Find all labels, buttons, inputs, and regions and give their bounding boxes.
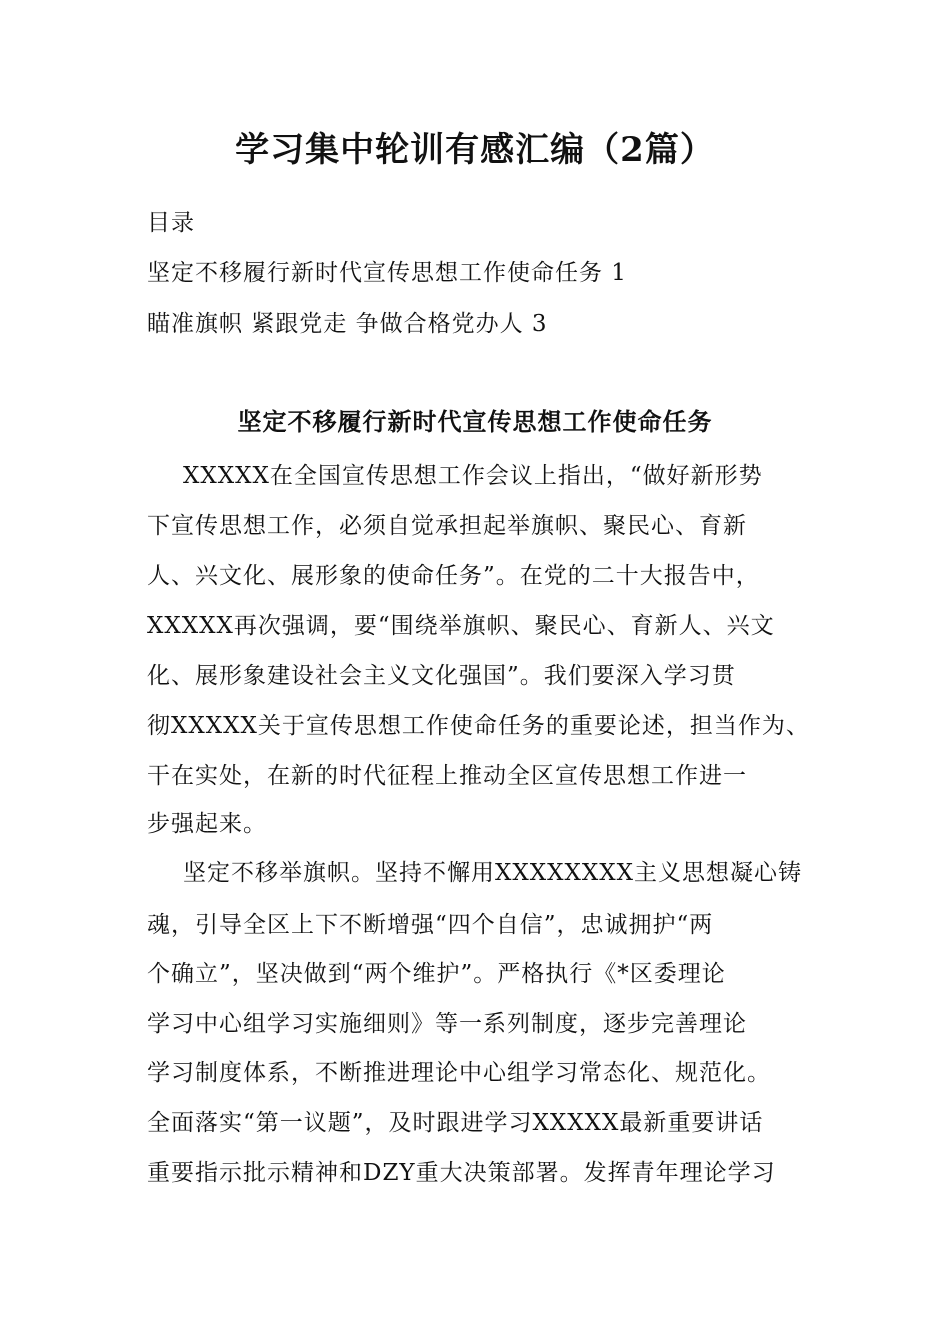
section-title: 坚定不移履行新时代宣传思想工作使命任务 [237,407,713,436]
paragraph-line: 彻XXXXX关于宣传思想工作使命任务的重要论述，担当作为、 [147,713,810,739]
paragraph-line: 化、展形象建设社会主义文化强国”。我们要深入学习贯 [147,663,736,689]
paragraph-line: 干在实处，在新的时代征程上推动全区宣传思想工作进一 [147,763,747,789]
paragraph-line: 重要指示批示精神和DZY重大决策部署。发挥青年理论学习 [147,1160,776,1186]
paragraph-line: 坚定不移举旗帜。坚持不懈用XXXXXXXX主义思想凝心铸 [183,860,802,886]
paragraph-line: XXXXX在全国宣传思想工作会议上指出，“做好新形势 [183,463,763,489]
toc-label: 目录 [147,210,195,236]
paragraph-line: 学习制度体系，不断推进理论中心组学习常态化、规范化。 [147,1060,771,1086]
paragraph-line: 学习中心组学习实施细则》等一系列制度，逐步完善理论 [147,1011,747,1037]
paragraph-line: 全面落实“第一议题”，及时跟进学习XXXXX最新重要讲话 [147,1110,764,1136]
paragraph-line: 人、兴文化、展形象的使命任务”。在党的二十大报告中， [147,563,760,589]
paragraph-line: 步强起来。 [147,811,267,837]
paragraph-line: XXXXX再次强调，要“围绕举旗帜、聚民心、育新人、兴文 [147,613,775,639]
toc-item: 瞄准旗帜 紧跟党走 争做合格党办人 3 [147,311,548,337]
paragraph-line: 魂，引导全区上下不断增强“四个自信”，忠诚拥护“两 [147,912,714,938]
document-title: 学习集中轮训有感汇编（2篇） [235,130,715,170]
paragraph-line: 个确立”，坚决做到“两个维护”。严格执行《*区委理论 [147,961,726,987]
paragraph-line: 下宣传思想工作，必须自觉承担起举旗帜、聚民心、育新 [147,513,747,539]
toc-item: 坚定不移履行新时代宣传思想工作使命任务 1 [147,260,627,286]
